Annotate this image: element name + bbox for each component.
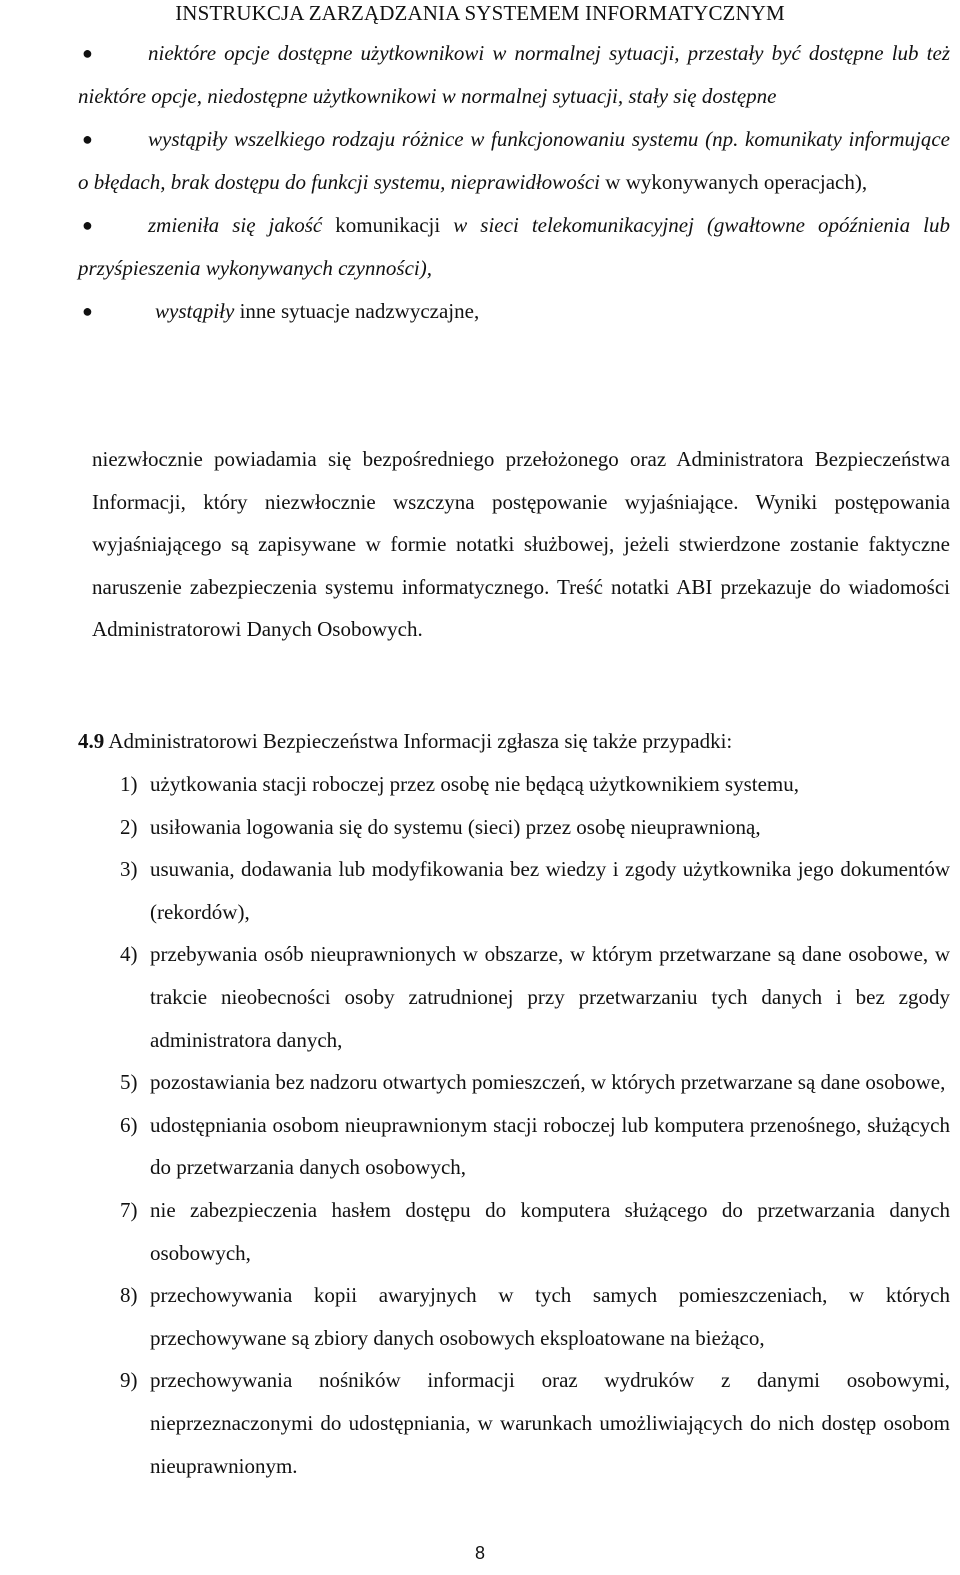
list-item: [120, 1274, 950, 1359]
bullet-list: [78, 32, 950, 333]
list-item-text: usiłowania logowania się do systemu (sieci) przez osobę nieuprawnioną,: [150, 814, 761, 839]
list-item: [120, 763, 950, 806]
list-item-number: 8): [120, 1283, 138, 1308]
list-item-number: 5): [120, 1070, 138, 1095]
list-item-number: 9): [120, 1368, 138, 1393]
bullet-icon: ●: [82, 129, 93, 149]
list-item-number: 3): [120, 857, 138, 882]
list-item: [120, 1104, 950, 1189]
list-item-text: nie zabezpieczenia hasłem dostępu do komputera służącego do przetwarzania danych osobowych,: [150, 1197, 950, 1265]
section-heading: [78, 720, 950, 762]
list-item-number: 1): [120, 772, 138, 796]
bullet-text-italic: zmieniła się jakość: [148, 213, 323, 237]
list-item-text: przechowywania nośników informacji oraz wydruków z danymi osobowymi, nieprzeznaczonymi do udostępniania, w warunkach umożliwiających do nich dostęp osobom nieuprawnionym.: [150, 1368, 950, 1478]
list-item-number: 6): [120, 1112, 138, 1137]
list-item: [120, 1359, 950, 1487]
list-item-text: pozostawiania bez nadzoru otwartych pomieszczeń, w których przetwarzane są dane osobowe,: [150, 1070, 946, 1095]
bullet-text: [78, 204, 950, 290]
bullet-icon: ●: [82, 301, 93, 321]
bullet-item: [78, 32, 950, 118]
section-number: 4.9: [78, 729, 105, 753]
section-text: Administratorowi Bezpieczeństwa Informacji zgłasza się także przypadki:: [104, 729, 733, 753]
bullet-text-italic: wystąpiły: [155, 299, 235, 323]
list-item-text: usuwania, dodawania lub modyfikowania bez wiedzy i zgody użytkownika jego dokumentów (rekordów),: [150, 857, 950, 924]
list-item-number: 2): [120, 814, 138, 839]
list-item: [120, 1189, 950, 1274]
bullet-icon: ●: [82, 43, 93, 63]
bullet-text-italic: wystąpiły wszelkiego rodzaju różnice w funkcjonowaniu systemu (np. komunikaty informujące o błędach, brak dostępu do funkcji systemu, nieprawidłowości: [78, 127, 950, 194]
list-item: [120, 1061, 950, 1104]
bullet-text: [78, 118, 950, 204]
list-item: [120, 848, 950, 933]
list-item-text: użytkowania stacji roboczej przez osobę nie będącą użytkownikiem systemu,: [150, 772, 800, 796]
list-item-number: 7): [120, 1197, 138, 1222]
bullet-text-normal: komunikacji: [322, 213, 454, 237]
bullet-text: [78, 290, 950, 333]
list-item-text: przebywania osób nieuprawnionych w obszarze, w którym przetwarzane są dane osobowe, w trakcie nieobecności osoby zatrudnionej przy przetwarzaniu tych danych i bez zgody administratora danych,: [150, 942, 950, 1052]
numbered-list: [120, 763, 950, 1487]
bullet-text-normal: w wykonywanych operacjach),: [600, 170, 868, 194]
page-number: 8: [474, 1543, 485, 1563]
list-item-text: przechowywania kopii awaryjnych w tych samych pomieszczeniach, w których przechowywane są zbiory danych osobowych eksploatowane na bieżąco,: [150, 1283, 950, 1350]
list-item-number: 4): [120, 942, 138, 967]
bullet-text-italic: w sieci telekomunikacyjnej (gwałtowne opóźnienia lub przyśpieszenia wykonywanych czynności),: [78, 213, 950, 280]
list-item-text: udostępniania osobom nieuprawnionym stacji roboczej lub komputera przenośnego, służących do przetwarzania danych osobowych,: [150, 1112, 950, 1180]
bullet-item: [78, 290, 950, 333]
bullet-text-normal: inne sytuacje nadzwyczajne,: [234, 299, 480, 323]
list-item: [120, 806, 950, 849]
list-item: [120, 933, 950, 1061]
bullet-item: [78, 204, 950, 290]
body-paragraph: niezwłocznie powiadamia się bezpośredniego przełożonego oraz Administratora Bezpieczeństwa Informacji, który niezwłocznie wszczyna postępowanie wyjaśniające. Wyniki postępowania wyjaśniającego są zapisywane w formie notatki służbowej, jeżeli stwierdzone zostanie faktyczne naruszenie zabezpieczenia systemu informatycznego. Treść notatki ABI przekazuje do wiadomości Administratorowi Danych Osobowych.: [92, 447, 950, 641]
bullet-icon: ●: [82, 215, 93, 235]
document-header: INSTRUKCJA ZARZĄDZANIA SYSTEMEM INFORMATYCZNYM: [175, 1, 785, 25]
bullet-item: [78, 118, 950, 204]
bullet-text: niektóre opcje dostępne użytkownikowi w normalnej sytuacji, przestały być dostępne lub też niektóre opcje, niedostępne użytkownikowi w normalnej sytuacji, stały się dostępne: [78, 41, 950, 108]
